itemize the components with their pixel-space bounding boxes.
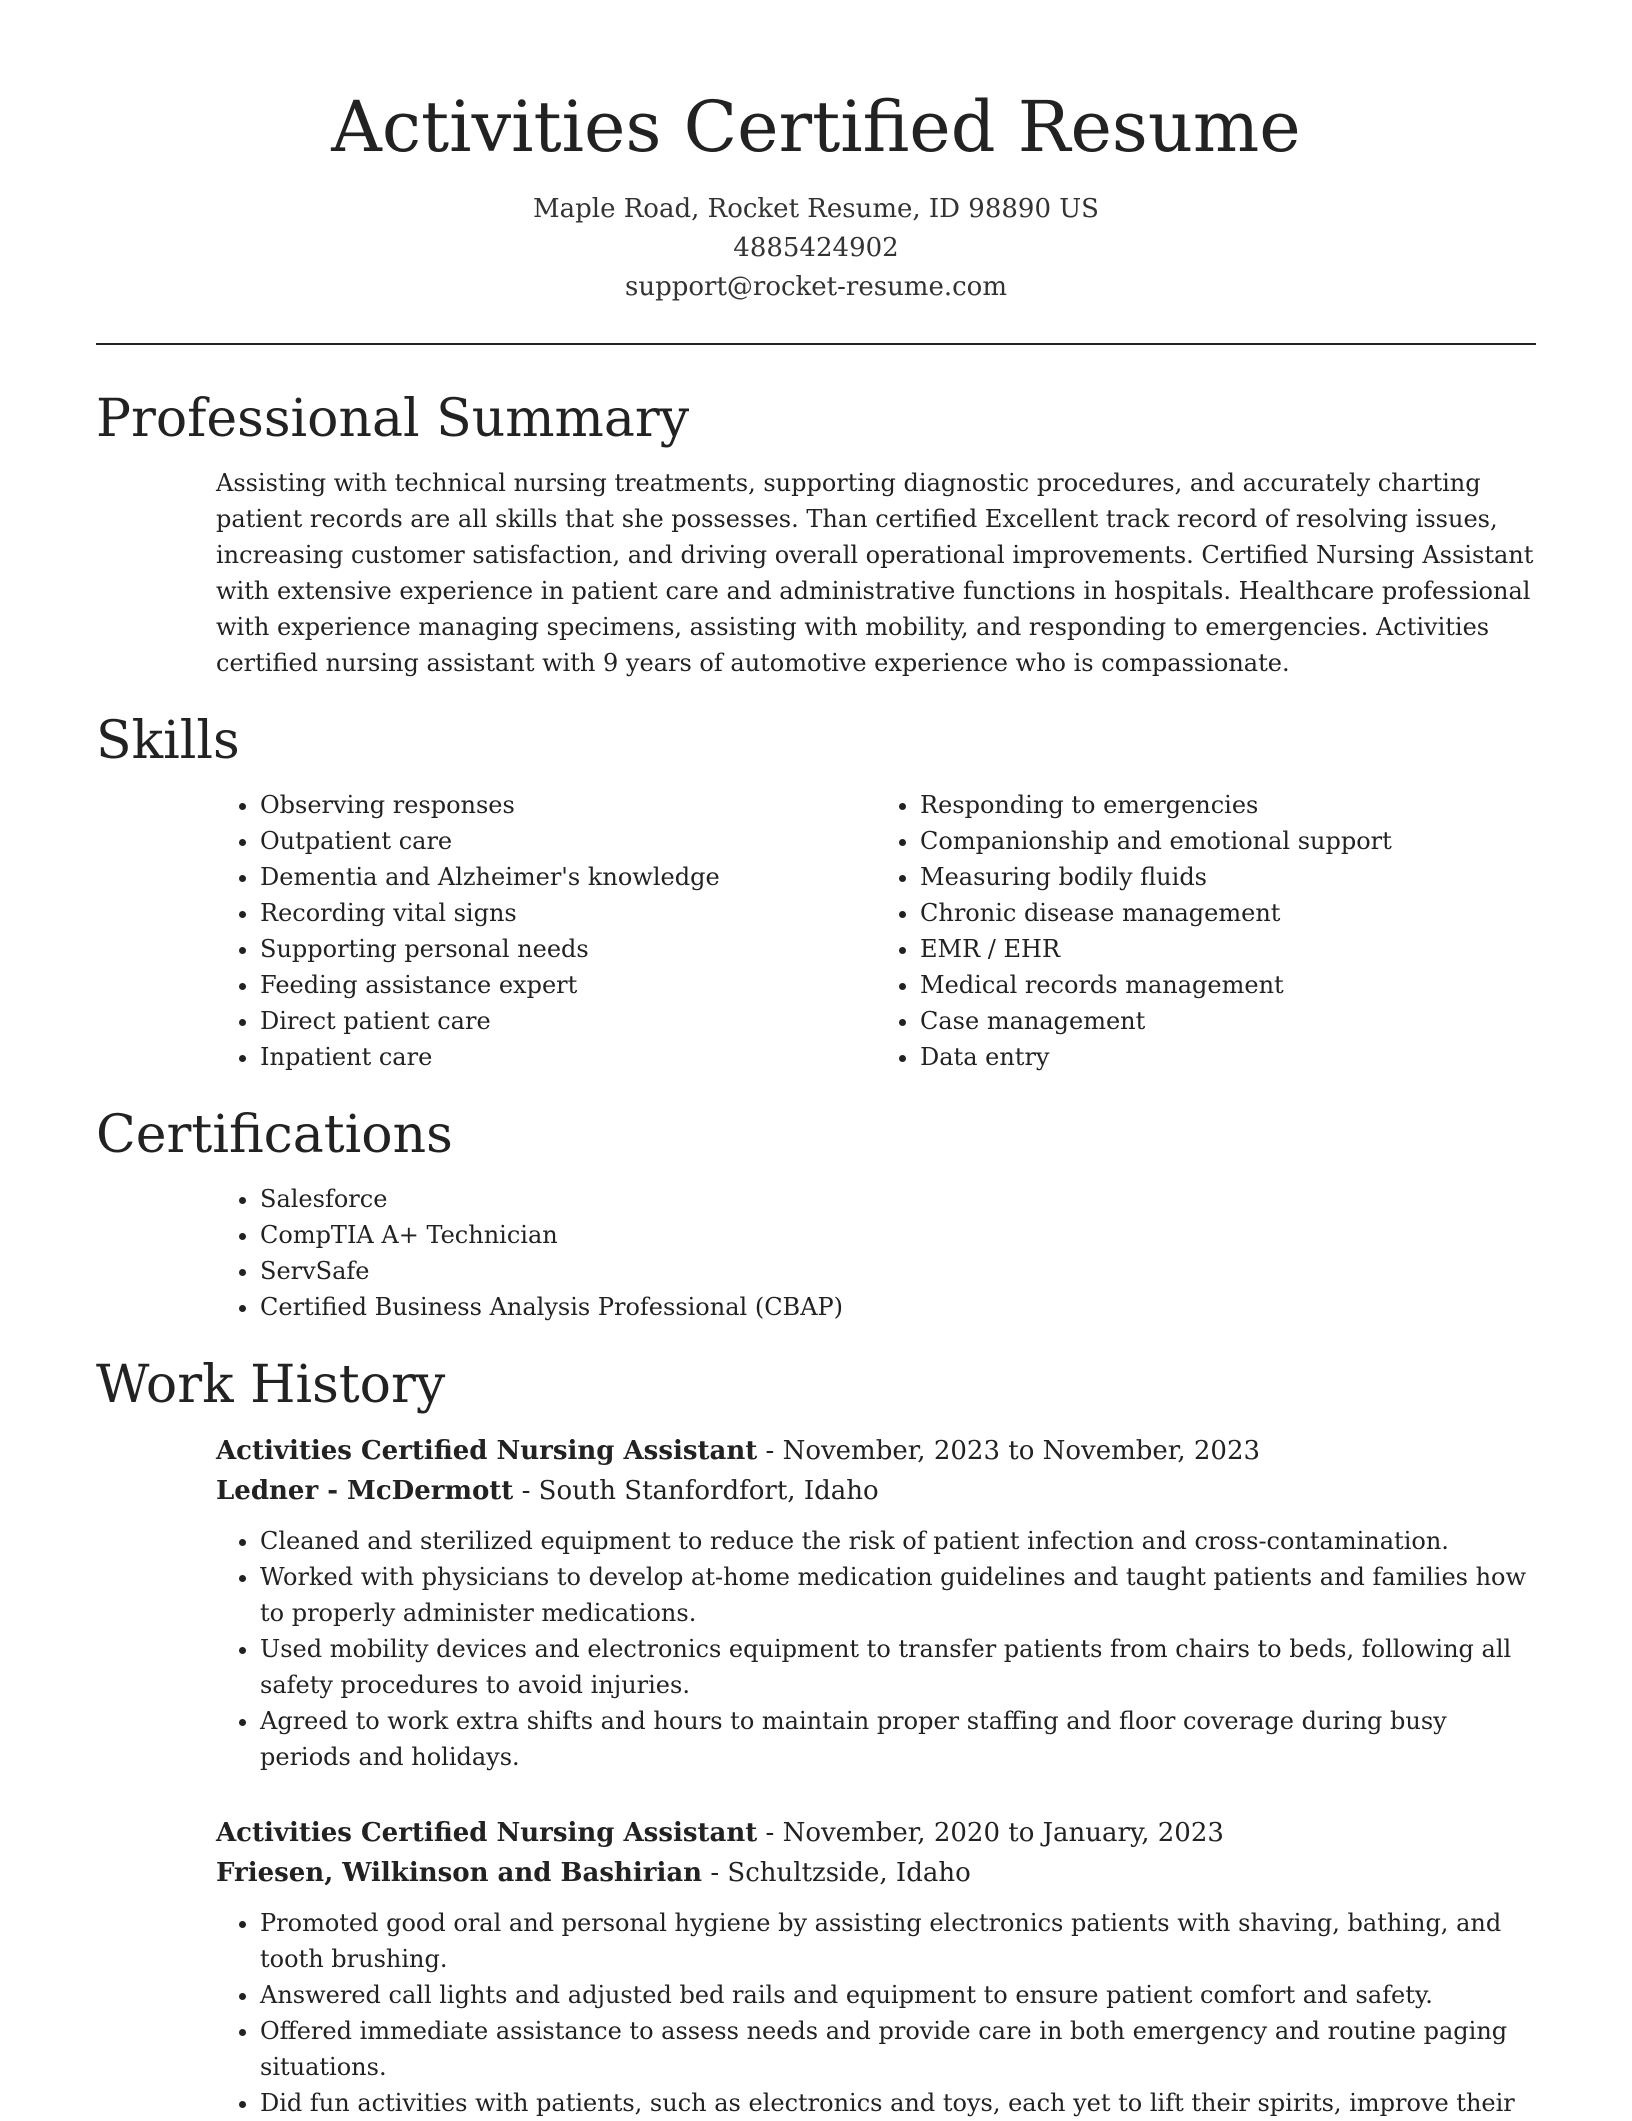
job-bullet: • Promoted good oral and personal hygiene by assisting electronics patients with shaving, bathing, and tooth brushing. (260, 1905, 1536, 1977)
skill-item: • Inpatient care (260, 1039, 876, 1075)
header-divider (96, 343, 1536, 345)
job-bullet: • Used mobility devices and electronics equipment to transfer patients from chairs to beds, following all safety procedures to avoid injuries. (260, 1631, 1536, 1703)
summary-heading: Professional Summary (96, 389, 690, 449)
job-title: Activities Certified Nursing Assistant (216, 1818, 758, 1848)
summary-text: Assisting with technical nursing treatments, supporting diagnostic procedures, and accurately charting patient records are all skills that she possesses. Than certified Excellent track record of resolving issues, increasing customer satisfaction, and driving overall operational improvements. Certified Nursing Assistant with extensive experience in patient care and administrative functions in hospitals. Healthcare professional with experience managing specimens, assisting with mobility, and responding to emergencies. Activities certified nursing assistant with 9 years of automotive experience who is compassionate. (216, 469, 1534, 677)
skill-item: • Companionship and emotional support (920, 823, 1536, 859)
job-bullet: • Cleaned and sterilized equipment to reduce the risk of patient infection and cross-contamination. (260, 1523, 1536, 1559)
skill-item: • Observing responses (260, 787, 876, 823)
certifications-heading: Certifications (96, 1105, 453, 1165)
work-history-section (96, 1353, 1536, 2121)
job-title: Activities Certified Nursing Assistant (216, 1436, 758, 1466)
certification-item: • Salesforce (260, 1181, 1536, 1217)
job-bullets (216, 1905, 1536, 2121)
job-bullet: • Offered immediate assistance to assess needs and provide care in both emergency and routine paging situations. (260, 2013, 1536, 2085)
skill-item: • Measuring bodily fluids (920, 859, 1536, 895)
skills-section (96, 709, 1536, 1075)
certification-item: • CompTIA A+ Technician (260, 1217, 1536, 1253)
job-location: - South Stanfordfort, Idaho (513, 1476, 879, 1506)
job-bullets (216, 1523, 1536, 1775)
resume-name: Activities Certified Resume (331, 86, 1301, 168)
skill-item: • EMR / EHR (920, 931, 1536, 967)
job-company: Friesen, Wilkinson and Bashirian (216, 1858, 703, 1888)
skill-item: • Dementia and Alzheimer's knowledge (260, 859, 876, 895)
job-title-line (216, 1813, 1536, 1853)
skills-list-right (876, 787, 1536, 1075)
skill-item: • Responding to emergencies (920, 787, 1536, 823)
work-history-heading: Work History (96, 1355, 446, 1415)
skill-item: • Feeding assistance expert (260, 967, 876, 1003)
job-bullet: • Answered call lights and adjusted bed rails and equipment to ensure patient comfort and safety. (260, 1977, 1536, 2013)
certification-item: • ServSafe (260, 1253, 1536, 1289)
skill-item: • Outpatient care (260, 823, 876, 859)
contact-email[interactable]: support@rocket-resume.com (624, 272, 1007, 302)
skill-item: • Data entry (920, 1039, 1536, 1075)
job-entry (216, 1431, 1536, 1775)
skills-columns (216, 787, 1536, 1075)
certifications-list (216, 1181, 1536, 1325)
certifications-section (96, 1103, 1536, 1325)
summary-section (96, 387, 1536, 681)
job-entry (216, 1813, 1536, 2121)
job-title-line (216, 1431, 1536, 1471)
job-bullet: • Worked with physicians to develop at-home medication guidelines and taught patients and families how to properly administer medications. (260, 1559, 1536, 1631)
job-company-line (216, 1471, 1536, 1511)
skill-item: • Recording vital signs (260, 895, 876, 931)
resume-header (96, 0, 1536, 307)
job-company: Ledner - McDermott (216, 1476, 514, 1506)
skills-list-left (216, 787, 876, 1075)
skill-item: • Case management (920, 1003, 1536, 1039)
job-bullet: • Did fun activities with patients, such as electronics and toys, each yet to lift their spirits, improve their (260, 2085, 1536, 2121)
skill-item: • Chronic disease management (920, 895, 1536, 931)
job-dates: - November, 2023 to November, 2023 (757, 1436, 1261, 1466)
skill-item: • Supporting personal needs (260, 931, 876, 967)
certification-item: • Certified Business Analysis Professional (CBAP) (260, 1289, 1536, 1325)
contact-address: Maple Road, Rocket Resume, ID 98890 US (533, 194, 1099, 224)
skill-item: • Medical records management (920, 967, 1536, 1003)
skills-heading: Skills (96, 711, 240, 771)
job-bullet: • Agreed to work extra shifts and hours to maintain proper staffing and floor coverage during busy periods and holidays. (260, 1703, 1536, 1775)
job-location: - Schultzside, Idaho (702, 1858, 971, 1888)
job-dates: - November, 2020 to January, 2023 (757, 1818, 1224, 1848)
contact-phone: 4885424902 (733, 233, 899, 263)
contact-block (96, 190, 1536, 307)
job-company-line (216, 1853, 1536, 1893)
skill-item: • Direct patient care (260, 1003, 876, 1039)
